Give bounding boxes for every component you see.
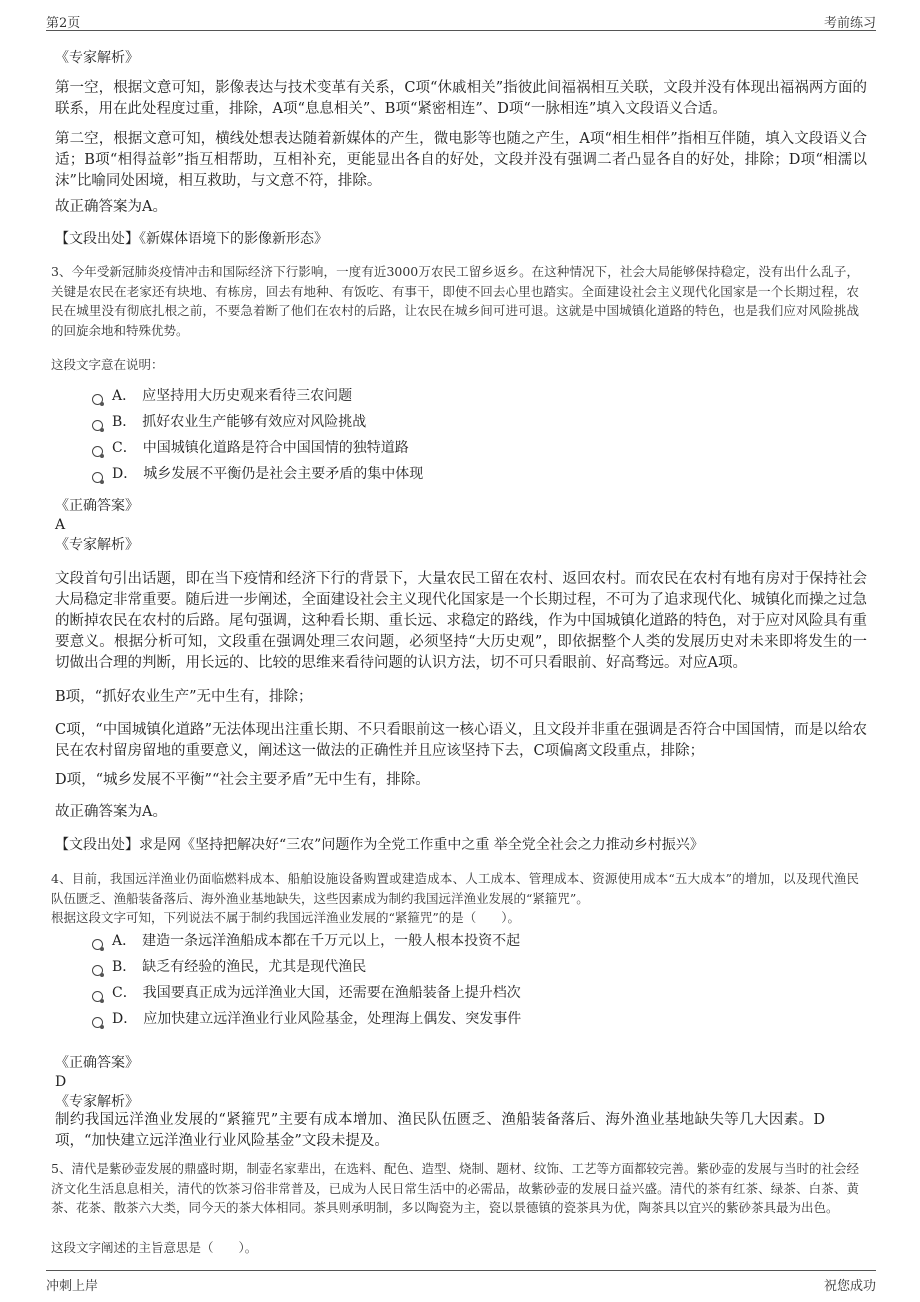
radio-icon[interactable]	[92, 1017, 103, 1028]
analysis-paragraph: B项，“抓好农业生产”无中生有，排除；	[55, 689, 313, 705]
radio-icon[interactable]	[92, 446, 103, 457]
option-d[interactable]: D． 应加快建立远洋渔业行业风险基金，处理海上偶发、突发事件	[92, 1006, 521, 1032]
analysis-label: 《专家解析》	[55, 537, 139, 553]
analysis-paragraph: 第一空，根据文意可知，影像表达与技术变革有关系，C项“休戚相关”指彼此间福祸相互关联，文段并没有体现出福祸两方面的联系，用在此处程度过重，排除，A项“息息相关”、B项“紧密相连”、D项“一脉相连”填入文段语义合适。	[55, 80, 867, 117]
radio-icon[interactable]	[92, 939, 103, 950]
option-d[interactable]: D． 城乡发展不平衡仍是社会主要矛盾的集中体现	[92, 461, 423, 487]
footer-left-text: 冲刺上岸	[46, 1279, 99, 1294]
option-c[interactable]: C． 中国城镇化道路是符合中国国情的独特道路	[92, 435, 423, 461]
analysis-label: 《专家解析》	[55, 50, 139, 66]
source-citation: 【文段出处】求是网《坚持把解决好“三农”问题作为全党工作重中之重 举全党全社会之力推动乡村振兴》	[55, 837, 704, 853]
answer-label: 《正确答案》	[55, 498, 139, 514]
header-title: 考前练习	[823, 16, 876, 31]
option-list	[92, 928, 521, 1032]
conclusion: 故正确答案为A。	[55, 804, 167, 820]
option-list	[92, 383, 423, 487]
radio-icon[interactable]	[92, 965, 103, 976]
page-header	[46, 8, 876, 31]
page-number: 第2页	[46, 16, 81, 31]
question-prompt: 这段文字阐述的主旨意思是（ ）。	[51, 1240, 258, 1255]
page-footer	[46, 1270, 876, 1295]
analysis-paragraph: C项，“中国城镇化道路”无法体现出注重长期、不只看眼前这一核心语义，且文段并非重在强调是否符合中国国情，而是以给农民在农村留房留地的重要意义，阐述这一做法的正确性并且应该坚持下去，C项偏离文段重点，排除；	[55, 722, 867, 759]
option-b[interactable]: B． 抓好农业生产能够有效应对风险挑战	[92, 409, 423, 435]
conclusion: 故正确答案为A。	[55, 199, 167, 215]
question-stem: 4、目前，我国远洋渔业仍面临燃料成本、船舶设施设备购置或建造成本、人工成本、管理成本、资源使用成本“五大成本”的增加，以及现代渔民队伍匮乏、渔船装备落后、海外渔业基地缺失，这些因素成为制约我国远洋渔业发展的“紧箍咒”。	[51, 871, 859, 906]
option-b[interactable]: B． 缺乏有经验的渔民，尤其是现代渔民	[92, 954, 521, 980]
radio-icon[interactable]	[92, 991, 103, 1002]
analysis-paragraph: 第二空，根据文意可知，横线处想表达随着新媒体的产生，微电影等也随之产生，A项“相生相伴”指相互伴随，填入文段语义合适；B项“相得益彰”指互相帮助，互相补充，更能显出各自的好处，文段并没有强调二者凸显各自的好处，排除；D项“相濡以沫”比喻同处困境，相互救助，与文意不符，排除。	[55, 131, 867, 189]
analysis-paragraph: D项，“城乡发展不平衡”“社会主要矛盾”无中生有，排除。	[55, 772, 430, 788]
option-a[interactable]: A． 建造一条远洋渔船成本都在千万元以上，一般人根本投资不起	[92, 928, 521, 954]
analysis-paragraph: 文段首句引出话题，即在当下疫情和经济下行的背景下，大量农民工留在农村、返回农村。而农民在农村有地有房对于保持社会大局稳定非常重要。随后进一步阐述，全面建设社会主义现代化国家是一个长期过程，不可为了追求现代化、城镇化而操之过急的断掉农民在农村的后路。尾句强调，这种看长期、重长远、求稳定的路线，作为中国城镇化道路的特色，对于应对风险具有重要意义。根据分析可知，文段重在强调处理三农问题，必须坚持“大历史观”，即依据整个人类的发展历史对未来即将发生的一切做出合理的判断，用长远的、比较的思维来看待问题的认识方法，切不可只看眼前、好高骛远。对应A项。	[55, 571, 867, 671]
answer-value: A	[55, 517, 66, 533]
question-stem: 5、清代是紫砂壶发展的鼎盛时期，制壶名家辈出，在选料、配色、造型、烧制、题材、纹饰、工艺等方面都较完善。紫砂壶的发展与当时的社会经济文化生活息息相关，清代的饮茶习俗非常普及，已成为人民日常生活中的必需品，故紫砂壶的发展日益兴盛。清代的茶有红茶、绿茶、白茶、黄茶、花茶、散茶六大类，同今天的茶大体相同。茶具则承明制，多以陶瓷为主，瓷以景德镇的瓷茶具为优，陶茶具以宜兴的紫砂茶具最为出色。	[51, 1161, 859, 1215]
analysis-label: 《专家解析》	[55, 1094, 139, 1110]
question-prompt: 根据这段文字可知，下列说法不属于制约我国远洋渔业发展的“紧箍咒”的是（ ）。	[51, 910, 521, 925]
question-prompt: 这段文字意在说明：	[51, 357, 164, 372]
option-c[interactable]: C． 我国要真正成为远洋渔业大国，还需要在渔船装备上提升档次	[92, 980, 521, 1006]
answer-label: 《正确答案》	[55, 1055, 139, 1071]
analysis-paragraph: 制约我国远洋渔业发展的“紧箍咒”主要有成本增加、渔民队伍匮乏、渔船装备落后、海外渔业基地缺失等几大因素。D项，“加快建立远洋渔业行业风险基金”文段未提及。	[55, 1112, 825, 1149]
footer-right-text: 祝您成功	[823, 1279, 876, 1294]
answer-value: D	[55, 1074, 67, 1090]
option-a[interactable]: A． 应坚持用大历史观来看待三农问题	[92, 383, 423, 409]
radio-icon[interactable]	[92, 420, 103, 431]
question-stem: 3、今年受新冠肺炎疫情冲击和国际经济下行影响，一度有近3000万农民工留乡返乡。在这种情况下，社会大局能够保持稳定，没有出什么乱子，关键是农民在老家还有块地、有栋房，回去有地种、有饭吃、有事干，即使不回去心里也踏实。全面建设社会主义现代化国家是一个长期过程，农民在城里没有彻底扎根之前，不要急着断了他们在农村的后路，让农民在城乡间可进可退。这就是中国城镇化道路的特色，也是我们应对风险挑战的回旋余地和特殊优势。	[51, 264, 859, 338]
radio-icon[interactable]	[92, 472, 103, 483]
radio-icon[interactable]	[92, 394, 103, 405]
source-citation: 【文段出处】《新媒体语境下的影像新形态》	[55, 231, 328, 247]
